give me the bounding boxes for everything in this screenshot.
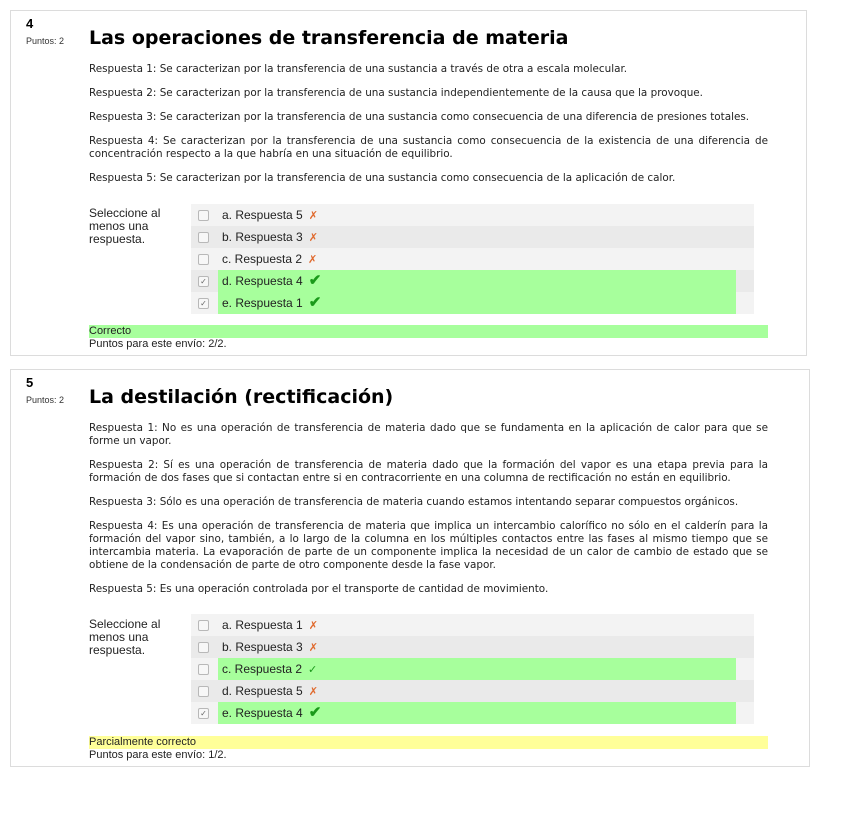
answer-description: Respuesta 4: Es una operación de transferencia de materia que implica un intercambio calorífico no sólo en el calderín para la formación del vapor sino, también, a lo largo de la columna en los múltiples contactos entre las fases al mismo tiempo que se intercambia materia. La evaporación de parte de un componente implica la necesidad de un calor de cambio de estado que se obtiene de la condensación de parte de otro componente desde la fase vapor. (89, 520, 768, 571)
answer-label: e. Respuesta 4 (222, 706, 303, 720)
grade-text: Puntos para este envío: 2/2. (89, 338, 227, 350)
answer-option-c[interactable] (191, 248, 754, 270)
cross-icon: ✗ (308, 254, 318, 266)
check-icon: ✔ (308, 704, 322, 721)
cross-icon: ✗ (308, 210, 318, 222)
question-text (89, 422, 768, 607)
answer-label: b. Respuesta 3 (222, 230, 303, 244)
answer-checkbox-checked[interactable]: ✓ (198, 276, 209, 287)
answer-checkbox[interactable] (198, 620, 209, 631)
answer-checkbox[interactable] (198, 232, 209, 243)
question-title: La destilación (rectificación) (89, 386, 394, 408)
state-badge: Correcto (89, 325, 768, 338)
answer-description: Respuesta 2: Se caracterizan por la transferencia de una sustancia independientemente de la causa que la provoque. (89, 87, 703, 99)
answer-description: Respuesta 3: Se caracterizan por la transferencia de una sustancia como consecuencia de una diferencia de presiones totales. (89, 111, 750, 123)
cross-icon: ✗ (308, 232, 318, 244)
answer-option-d[interactable] (191, 270, 754, 292)
answer-label: a. Respuesta 5 (222, 208, 303, 222)
answer-label: d. Respuesta 5 (222, 684, 303, 698)
answer-label: a. Respuesta 1 (222, 618, 303, 632)
answer-description: Respuesta 4: Se caracterizan por la transferencia de una sustancia como consecuencia de la existencia de una diferencia de concentración respecto a la que habría en una situación de equilibrio. (89, 135, 768, 160)
answer-checkbox[interactable] (198, 210, 209, 221)
selection-prompt: Seleccione al menos una respuesta. (89, 206, 161, 246)
answer-label: d. Respuesta 4 (222, 274, 303, 288)
question-points: Puntos: 2 (26, 395, 65, 405)
answer-description: Respuesta 3: Sólo es una operación de transferencia de materia cuando estamos intentando separar compuestos orgánicos. (89, 496, 739, 508)
check-icon: ✔ (308, 272, 322, 289)
grade-text: Puntos para este envío: 1/2. (89, 749, 227, 761)
answer-description: Respuesta 5: Se caracterizan por la transferencia de una sustancia como consecuencia de la aplicación de calor. (89, 172, 676, 184)
state-badge: Parcialmente correcto (89, 736, 768, 749)
answer-option-e[interactable] (191, 702, 754, 724)
answer-checkbox[interactable] (198, 642, 209, 653)
cross-icon: ✗ (308, 686, 318, 698)
answer-label: c. Respuesta 2 (222, 662, 303, 676)
answer-description: Respuesta 2: Sí es una operación de transferencia de materia dado que la formación del vapor es una etapa previa para la formación de dos fases que si contactan entre si en contracorriente en una columna de rectificación no están en equilibrio. (89, 459, 768, 484)
answer-option-c[interactable] (191, 658, 754, 680)
answer-label: c. Respuesta 2 (222, 252, 303, 266)
question-points: Puntos: 2 (26, 36, 65, 46)
question-number: 4 (26, 16, 34, 31)
question-number: 5 (26, 375, 34, 390)
cross-icon: ✗ (308, 642, 318, 654)
answer-list (191, 614, 754, 724)
answer-checkbox-checked[interactable]: ✓ (198, 708, 209, 719)
answer-option-e[interactable] (191, 292, 754, 314)
answer-checkbox[interactable] (198, 664, 209, 675)
answer-list (191, 204, 754, 314)
question-5 (10, 369, 810, 767)
answer-description: Respuesta 5: Es una operación controlada por el transporte de cantidad de movimiento. (89, 583, 549, 595)
question-text (89, 63, 768, 196)
answer-checkbox[interactable] (198, 254, 209, 265)
answer-checkbox[interactable] (198, 686, 209, 697)
cross-icon: ✗ (308, 620, 318, 632)
answer-option-a[interactable] (191, 614, 754, 636)
answer-description: Respuesta 1: No es una operación de transferencia de materia dado que se fundamenta en la aplicación de calor para que se forme un vapor. (89, 422, 768, 447)
answer-checkbox-checked[interactable]: ✓ (198, 298, 209, 309)
answer-label: b. Respuesta 3 (222, 640, 303, 654)
question-title: Las operaciones de transferencia de materia (89, 27, 569, 49)
answer-option-b[interactable] (191, 226, 754, 248)
answer-option-a[interactable] (191, 204, 754, 226)
answer-option-d[interactable] (191, 680, 754, 702)
answer-description: Respuesta 1: Se caracterizan por la transferencia de una sustancia a través de otra a escala molecular. (89, 63, 628, 75)
answer-label: e. Respuesta 1 (222, 296, 303, 310)
answer-option-b[interactable] (191, 636, 754, 658)
check-icon: ✓ (308, 664, 318, 676)
check-icon: ✔ (308, 294, 322, 311)
selection-prompt: Seleccione al menos una respuesta. (89, 617, 161, 657)
question-4 (10, 10, 807, 356)
